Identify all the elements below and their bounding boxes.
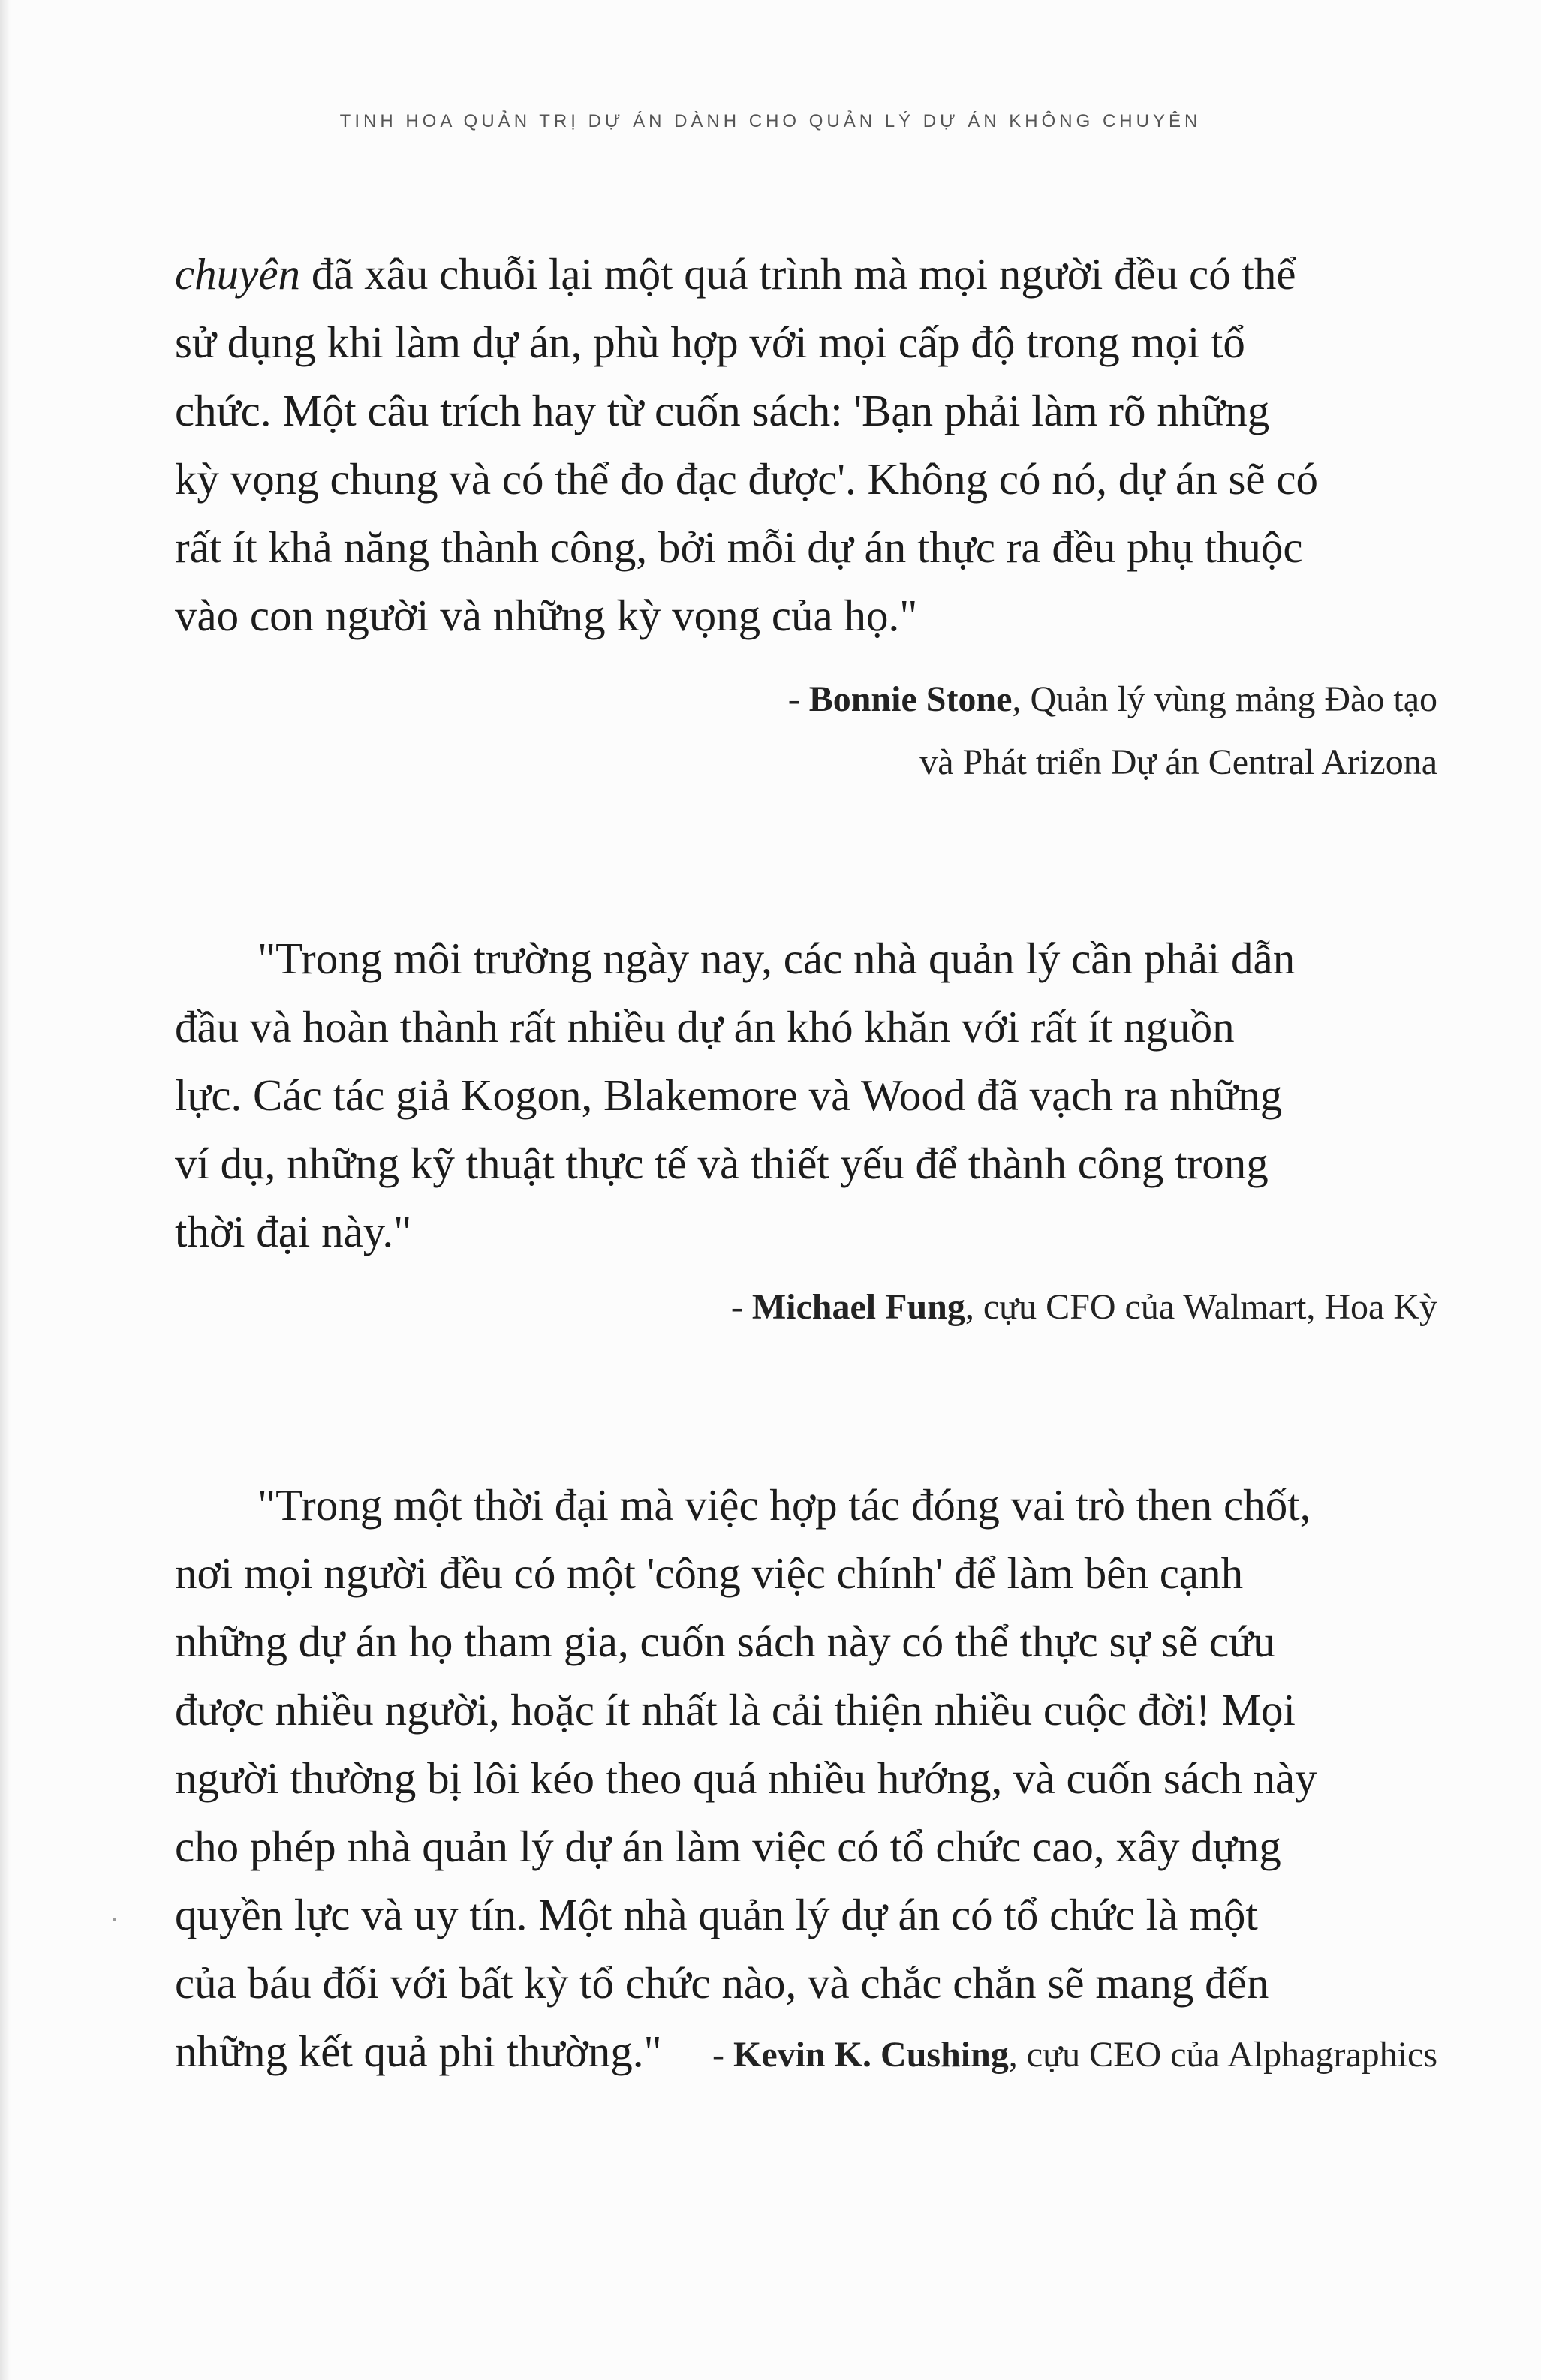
attribution-name: Bonnie Stone (808, 679, 1013, 719)
quote-line: quyền lực và uy tín. Một nhà quản lý dự án có tổ chức là một (175, 1890, 1258, 1939)
attribution-line (175, 2023, 1437, 2087)
quote-line: vào con người và những kỳ vọng của họ." (175, 591, 918, 640)
quote-line: chức. Một câu trích hay từ cuốn sách: 'Bạn phải làm rõ những (175, 386, 1270, 435)
quote-line: người thường bị lôi kéo theo quá nhiều hướng, và cuốn sách này (175, 1753, 1317, 1803)
attribution-role: , Quản lý vùng mảng Đào tạo (1012, 679, 1437, 719)
scan-speck (113, 1918, 116, 1921)
attribution-role: , cựu CEO của Alphagraphics (1008, 2035, 1437, 2075)
quote-line: nơi mọi người đều có một 'công việc chính' để làm bên cạnh (175, 1548, 1244, 1598)
quote-line: sử dụng khi làm dự án, phù hợp với mọi cấp độ trong mọi tổ (175, 317, 1245, 367)
quote-line: lực. Các tác giả Kogon, Blakemore và Wood đã vạch ra những (175, 1070, 1283, 1120)
quote-line: ví dụ, những kỹ thuật thực tế và thiết yếu để thành công trong (175, 1139, 1269, 1188)
quote-line: kỳ vọng chung và có thể đo đạc được'. Không có nó, dự án sẽ có (175, 454, 1319, 504)
attribution-name: Kevin K. Cushing (733, 2035, 1009, 2075)
page-spine-shadow (0, 0, 11, 2380)
quote-line: rất ít khả năng thành công, bởi mỗi dự án thực ra đều phụ thuộc (175, 522, 1303, 572)
quote-line: của báu đối với bất kỳ tổ chức nào, và chắc chắn sẽ mang đến (175, 1958, 1269, 2008)
quote-line: đầu và hoàn thành rất nhiều dự án khó khăn với rất ít nguồn (175, 1002, 1235, 1052)
running-header: TINH HOA QUẢN TRỊ DỰ ÁN DÀNH CHO QUẢN LÝ DỰ ÁN KHÔNG CHUYÊN (339, 111, 1202, 131)
attribution-line (175, 1276, 1437, 1339)
quote-bonnie-stone (175, 240, 1437, 650)
attribution-kevin-cushing (175, 2023, 1437, 2087)
quote-text: đã xâu chuỗi lại một quá trình mà mọi người đều có thể (300, 249, 1296, 299)
quote-line: thời đại này." (175, 1207, 412, 1256)
quote-line: những kết quả phi thường." (175, 2026, 662, 2076)
attribution-dash: - (787, 679, 809, 719)
attribution-bonnie-stone (175, 668, 1437, 794)
quote-michael-fung (175, 925, 1437, 1266)
quote-kevin-cushing (175, 1471, 1437, 2086)
italic-word: chuyên (175, 249, 301, 299)
quote-line: "Trong môi trường ngày nay, các nhà quản lý cần phải dẫn (257, 934, 1296, 983)
attribution-dash: - (730, 1287, 752, 1327)
attribution-michael-fung (175, 1276, 1437, 1339)
attribution-name: Michael Fung (751, 1287, 965, 1327)
quote-line: "Trong một thời đại mà việc hợp tác đóng vai trò then chốt, (257, 1480, 1311, 1530)
attribution-line (175, 668, 1437, 731)
quote-line: được nhiều người, hoặc ít nhất là cải thiện nhiều cuộc đời! Mọi (175, 1685, 1296, 1735)
quote-line: những dự án họ tham gia, cuốn sách này có thể thực sự sẽ cứu (175, 1617, 1275, 1666)
attribution-role-continued: và Phát triển Dự án Central Arizona (919, 742, 1437, 782)
attribution-dash: - (712, 2035, 734, 2075)
quote-line (175, 240, 1437, 308)
attribution-role: , cựu CFO của Walmart, Hoa Kỳ (965, 1287, 1437, 1327)
quote-line: cho phép nhà quản lý dự án làm việc có tổ chức cao, xây dựng (175, 1822, 1281, 1871)
